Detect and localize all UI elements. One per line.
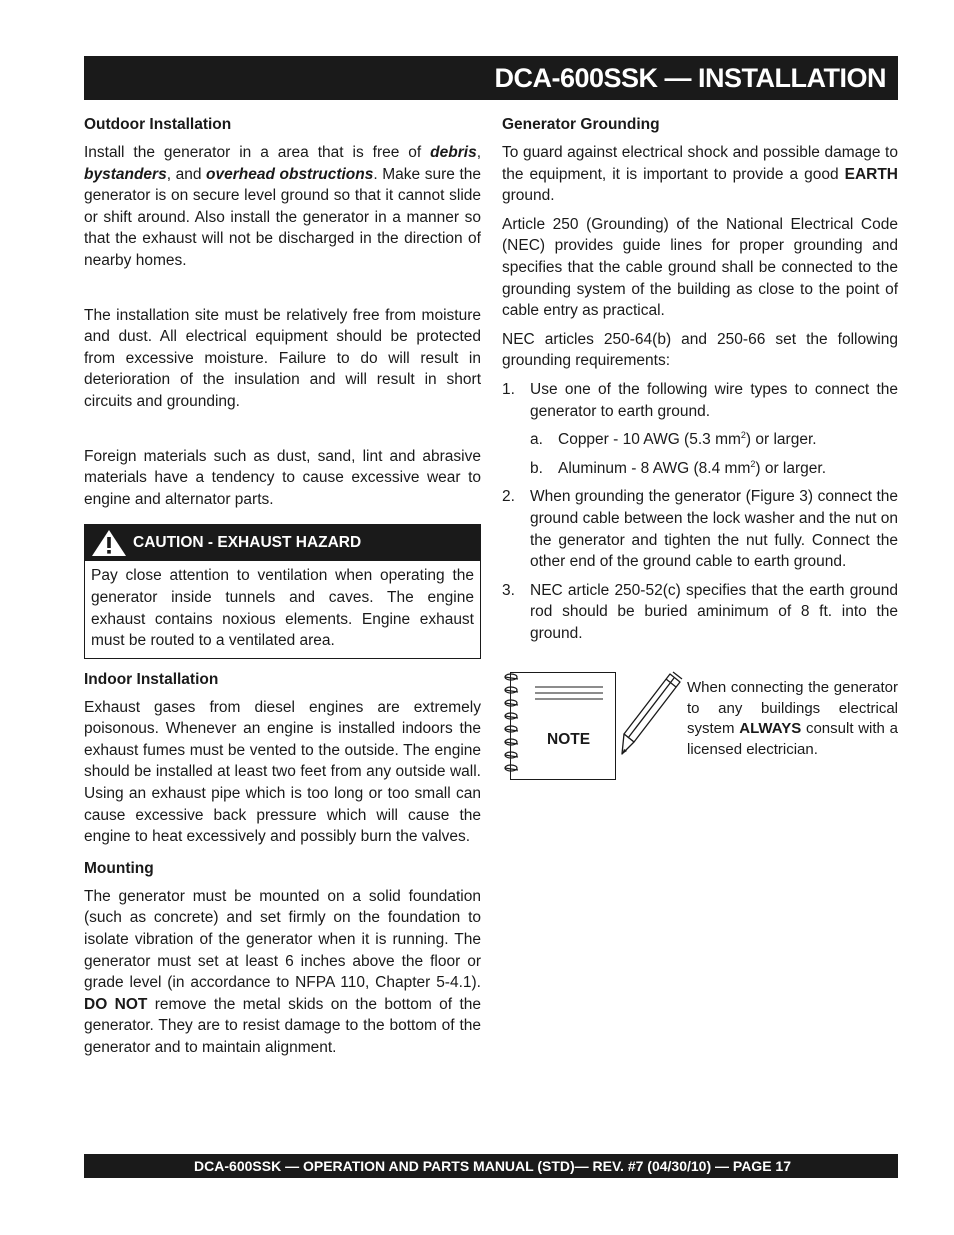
grounding-paragraph-1: To guard against electrical shock and possible damage to the equipment, it is important to provide a good EARTH ground. <box>502 144 898 205</box>
grounding-paragraph-2: Article 250 (Grounding) of the National Electrical Code (NEC) provides guide lines for proper grounding and specifies that the cable ground shall be connected to the grounding system of the building as close to the point of cable entry as practical. <box>502 215 898 320</box>
grounding-paragraph-3: NEC articles 250-64(b) and 250-66 set the following grounding requirements: <box>502 330 898 370</box>
pencil-icon <box>618 670 684 760</box>
spiral-binding-icon <box>502 668 526 778</box>
outdoor-paragraph-1: Install the generator in a area that is free of debris, bystanders, and overhead obstructions. Make sure the generator is on secure level ground so that it cannot slide or shift around. Also install the generator in a manner so that the exhaust will not be discharged in the direction of nearby homes. <box>84 144 481 269</box>
mounting-heading: Mounting <box>84 859 154 877</box>
footer-text: DCA-600SSK — OPERATION AND PARTS MANUAL (STD)— REV. #7 (04/30/10) — PAGE 17 <box>194 1158 791 1174</box>
list-subitem-copper: a. Copper - 10 AWG (5.3 $mm^2$) or larger. <box>530 430 817 449</box>
note-label: NOTE <box>547 731 591 749</box>
list-item: 3. NEC article 250-52(c) specifies that the earth ground rod should be buried aminimum of 8 ft. into the ground. <box>502 581 898 642</box>
page-title-bar <box>84 56 898 100</box>
caution-header <box>85 525 480 561</box>
outdoor-paragraph-2: The installation site must be relatively free from moisture and dust. All electrical equipment should be protected from excessive moisture. Failure to do will result in deterioration of the insulation and will result in short circuits and grounding. <box>84 306 481 410</box>
page-title: DCA-600SSK — INSTALLATION <box>494 62 886 93</box>
caution-title: CAUTION - EXHAUST HAZARD <box>133 534 362 552</box>
list-subitem-aluminum: b. Aluminum - 8 AWG (8.4 $mm^2$) or larger. <box>530 458 827 477</box>
right-column <box>502 116 898 784</box>
note-callout <box>502 664 898 784</box>
caution-text: Pay close attention to ventilation when operating the generator inside tunnels and caves. The engine exhaust contains noxious elements. Engine exhaust must be routed to a ventilated area. <box>91 567 474 650</box>
generator-grounding-heading: Generator Grounding <box>502 116 660 133</box>
mounting-paragraph: The generator must be mounted on a solid foundation (such as concrete) and set firmly on the foundation to isolate vibration of the generator when it is running. The generator must set at least 6 inches above the floor or grade level (in accordance to NFPA 110, Chapter 5-4.1). DO NOT remove the metal skids on the bottom of the generator. They are to resist damage to the bottom of the generator and to maintain alignment. <box>84 887 482 1056</box>
list-item: 1. Use one of the following wire types to connect the generator to earth ground. <box>502 380 898 420</box>
warning-triangle-icon <box>91 529 127 557</box>
outdoor-paragraph-3: Foreign materials such as dust, sand, lint and abrasive materials have a tendency to cause excessive wear to engine and alternator parts. <box>84 447 481 508</box>
grounding-requirements-list <box>502 379 898 422</box>
note-text: When connecting the generator to any buildings electrical system ALWAYS consult with a licensed electrician. <box>687 679 898 758</box>
page-footer <box>84 1154 898 1178</box>
left-column <box>84 116 481 1066</box>
list-item: 2. When grounding the generator (Figure 3) connect the ground cable between the lock washer and the nut on the generator and tighten the nut fully. Connect the other end of the ground cable to earth ground. <box>502 488 898 571</box>
caution-box <box>84 524 481 658</box>
indoor-paragraph: Exhaust gases from diesel engines are extremely poisonous. Whenever an engine is installed indoors the exhaust fumes must be vented to the outside. The engine should be installed at least two feet from any outside wall. Using an exhaust pipe which is too long or too small can cause excessive back pressure which will cause the engine to heat excessively and possibly burn the valves. <box>84 698 481 846</box>
indoor-installation-heading: Indoor Installation <box>84 670 219 688</box>
outdoor-installation-heading: Outdoor Installation <box>84 116 232 133</box>
